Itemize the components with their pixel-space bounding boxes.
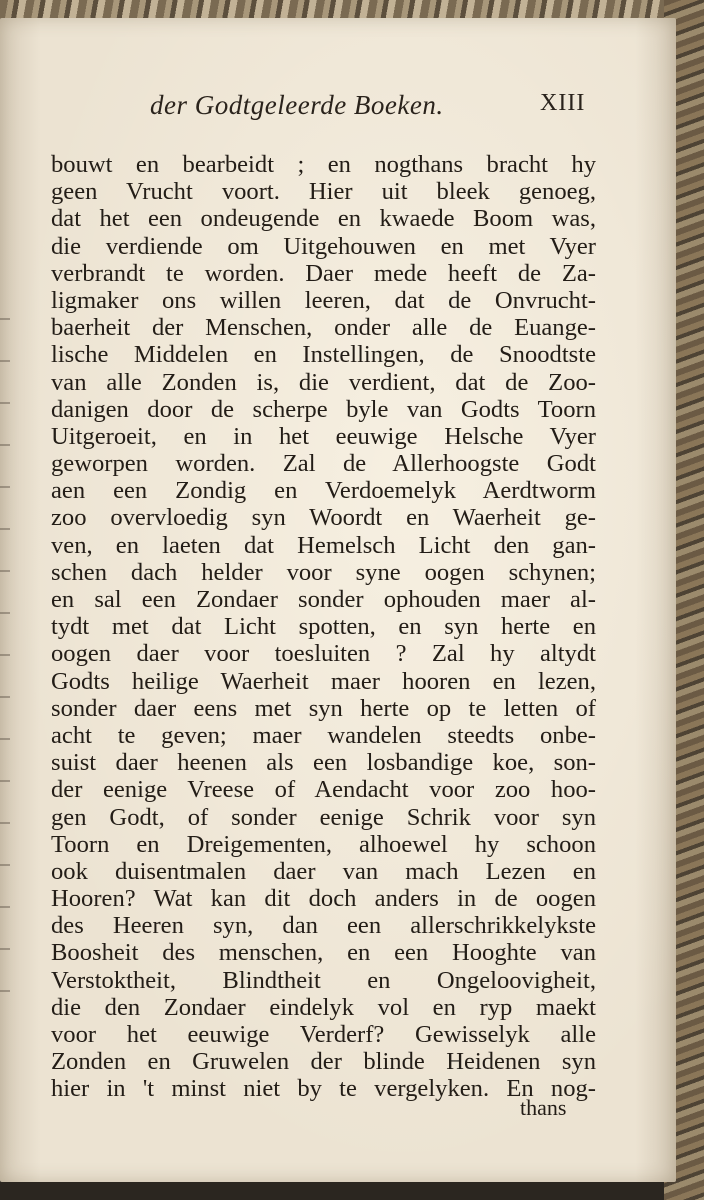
running-title: der Godtgeleerde Boeken. [150,90,444,120]
text-line: geworpen worden. Zal de Allerhoogste Godt [51,450,596,478]
text-line: sonder daer eens met syn herte op te letten of [51,694,596,722]
text-line: lische Middelen en Instellingen, de Snoodtste [51,341,596,369]
text-line: Hooren? Wat kan dit doch anders in de oogen [51,885,596,913]
text-line: danigen door de scherpe byle van Godts Toorn [51,395,596,423]
text-line: der eenige Vreese of Aendacht voor zoo hoo- [51,776,596,804]
text-line: acht te geven; maer wandelen steedts onbe- [51,721,596,749]
text-line: aen een Zondig en Verdoemelyk Aerdtworm [51,477,596,505]
catchword: thans [520,1095,567,1120]
book-page [0,18,676,1182]
text-line: en sal een Zondaer sonder ophouden maer al- [51,586,596,613]
text-line: Toorn en Dreigementen, alhoewel hy schoon [51,830,596,858]
text-line: voor het eeuwige Verderf? Gewisselyk alle [51,1021,596,1048]
text-line: gen Godt, of sonder eenige Schrik voor syn [51,803,596,831]
gutter-marks [0,318,10,1018]
text-line: zoo overvloedig syn Woordt en Waerheit ge- [51,504,596,532]
text-line: Uitgeroeit, en in het eeuwige Helsche Vyer [51,422,596,450]
text-line: oogen daer voor toesluiten ? Zal hy altydt [51,640,596,668]
text-line: Verstoktheit, Blindtheit en Ongeloovigheit, [51,966,596,994]
text-line: baerheit der Menschen, onder alle de Euange- [51,314,596,342]
body-text [51,151,596,1103]
running-head [0,78,676,118]
text-line: Godts heilige Waerheit maer hooren en lezen, [51,667,596,695]
text-line: bouwt en bearbeidt ; en nogthans bracht hy [51,151,596,178]
text-line: die verdiende om Uitgehouwen en met Vyer [51,232,596,260]
text-line: die den Zondaer eindelyk vol en ryp maekt [51,993,596,1021]
text-line: des Heeren syn, dan een allerschrikkelykste [51,912,596,940]
text-line: geen Vrucht voort. Hier uit bleek genoeg, [51,178,596,206]
text-line: ligmaker ons willen leeren, dat de Onvrucht- [51,286,596,314]
text-line: verbrandt te worden. Daer mede heeft de Za- [51,259,596,287]
text-line: Zonden en Gruwelen der blinde Heidenen syn [51,1048,596,1076]
text-line: ook duisentmalen daer van mach Lezen en [51,857,596,885]
text-line: ven, en laeten dat Hemelsch Licht den gan- [51,531,596,559]
page-number: XIII [540,90,586,116]
text-line: schen dach helder voor syne oogen schynen; [51,558,596,586]
text-line: suist daer heenen als een losbandige koe, son- [51,749,596,777]
text-line: van alle Zonden is, die verdient, dat de Zoo- [51,368,596,396]
text-line: Boosheit des menschen, en een Hooghte van [51,939,596,967]
text-line: dat het een ondeugende en kwaede Boom was, [51,205,596,233]
text-line: tydt met dat Licht spotten, en syn herte en [51,613,596,641]
text-line: hier in 't minst niet by te vergelyken. En nog- [51,1075,596,1103]
